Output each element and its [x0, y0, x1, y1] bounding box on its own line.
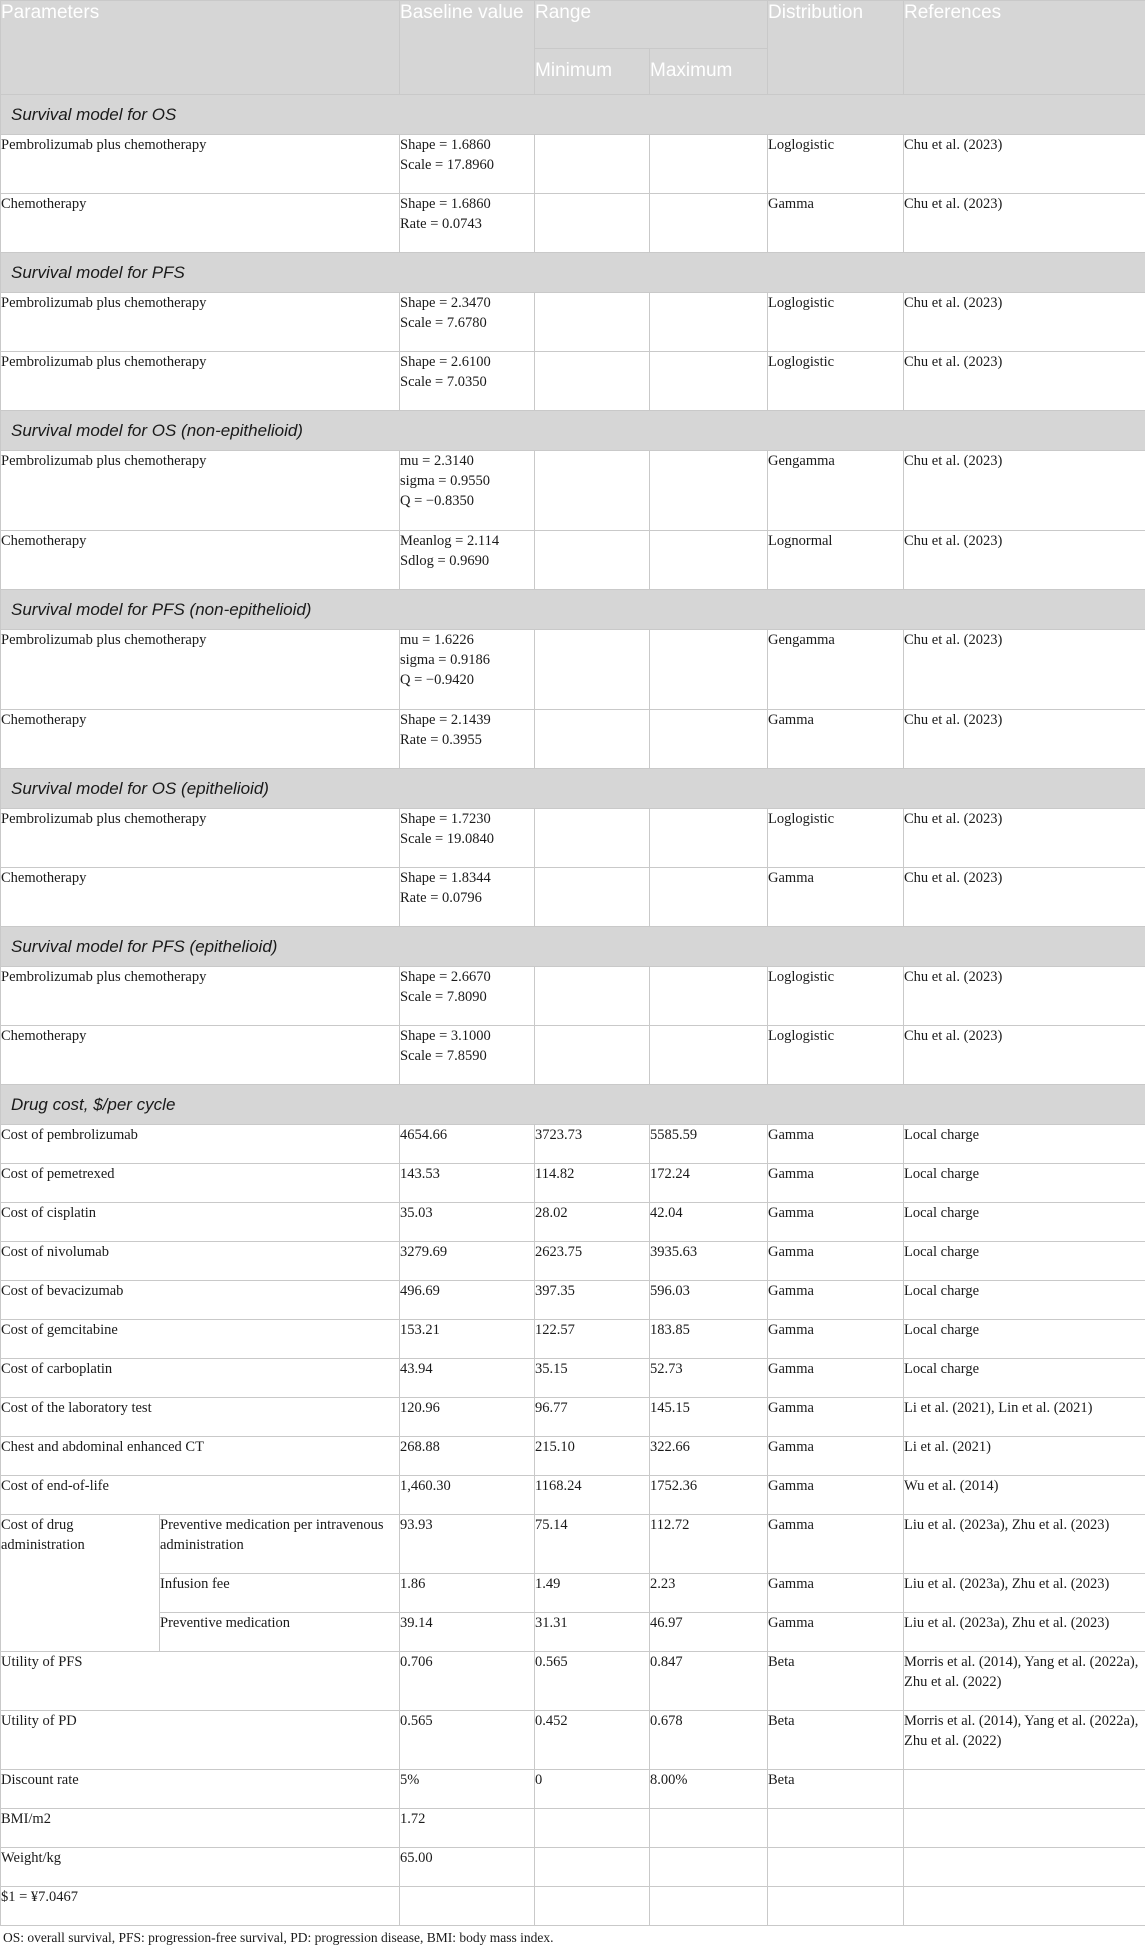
baseline-value: Shape = 2.3470 Scale = 7.6780: [400, 293, 535, 352]
reference-cell: [904, 1848, 1145, 1887]
reference-cell: Local charge: [904, 1281, 1145, 1320]
range-minimum: 397.35: [535, 1281, 650, 1320]
reference-cell: Chu et al. (2023): [904, 868, 1145, 927]
header-maximum: Maximum: [650, 49, 768, 95]
range-maximum: [650, 868, 768, 927]
table-row: [1, 1574, 1145, 1613]
parameter-label: Cost of carboplatin: [1, 1359, 400, 1398]
parameter-label: Pembrolizumab plus chemotherapy: [1, 293, 400, 352]
distribution-cell: Gamma: [768, 710, 904, 769]
parameter-label: Cost of nivolumab: [1, 1242, 400, 1281]
reference-cell: Chu et al. (2023): [904, 293, 1145, 352]
parameter-label: Cost of bevacizumab: [1, 1281, 400, 1320]
table-row: [1, 135, 1145, 194]
section-title: Survival model for PFS (epithelioid): [1, 927, 1145, 967]
range-minimum: [535, 451, 650, 531]
range-maximum: 8.00%: [650, 1770, 768, 1809]
distribution-cell: Gamma: [768, 1203, 904, 1242]
range-minimum: [535, 967, 650, 1026]
table-row: [1, 1398, 1145, 1437]
range-maximum: 3935.63: [650, 1242, 768, 1281]
distribution-cell: Gamma: [768, 1359, 904, 1398]
distribution-cell: Gamma: [768, 1613, 904, 1652]
distribution-cell: [768, 1848, 904, 1887]
baseline-value: 1.72: [400, 1809, 535, 1848]
parameter-label: Chemotherapy: [1, 868, 400, 927]
reference-cell: Chu et al. (2023): [904, 710, 1145, 769]
baseline-value: 143.53: [400, 1164, 535, 1203]
range-minimum: 215.10: [535, 1437, 650, 1476]
header-distribution: Distribution: [768, 1, 904, 95]
baseline-value: 93.93: [400, 1515, 535, 1574]
parameter-label: Pembrolizumab plus chemotherapy: [1, 451, 400, 531]
range-maximum: [650, 352, 768, 411]
baseline-value: Shape = 1.6860 Scale = 17.8960: [400, 135, 535, 194]
baseline-value: Shape = 3.1000 Scale = 7.8590: [400, 1026, 535, 1085]
reference-cell: Local charge: [904, 1320, 1145, 1359]
range-minimum: 1.49: [535, 1574, 650, 1613]
distribution-cell: Beta: [768, 1652, 904, 1711]
baseline-value: 5%: [400, 1770, 535, 1809]
range-maximum: [650, 809, 768, 868]
baseline-value: Meanlog = 2.114 Sdlog = 0.9690: [400, 531, 535, 590]
range-minimum: 0: [535, 1770, 650, 1809]
range-maximum: 5585.59: [650, 1125, 768, 1164]
table-row: [1, 1515, 1145, 1574]
range-maximum: 596.03: [650, 1281, 768, 1320]
baseline-value: 4654.66: [400, 1125, 535, 1164]
table-footnote: OS: overall survival, PFS: progression-free survival, PD: progression disease, BMI: body mass index.: [3, 1930, 554, 1945]
parameter-label: $1 = ¥7.0467: [1, 1887, 400, 1926]
distribution-cell: Loglogistic: [768, 967, 904, 1026]
table-row: [1, 451, 1145, 531]
range-maximum: 183.85: [650, 1320, 768, 1359]
table-row: [1, 1359, 1145, 1398]
range-maximum: 112.72: [650, 1515, 768, 1574]
header-range: Range: [535, 1, 768, 49]
table-row: [1, 967, 1145, 1026]
baseline-value: Shape = 2.6100 Scale = 7.0350: [400, 352, 535, 411]
distribution-cell: Gamma: [768, 868, 904, 927]
baseline-value: 153.21: [400, 1320, 535, 1359]
reference-cell: Morris et al. (2014), Yang et al. (2022a), Zhu et al. (2022): [904, 1711, 1145, 1770]
distribution-cell: Loglogistic: [768, 352, 904, 411]
range-minimum: [535, 531, 650, 590]
reference-cell: Local charge: [904, 1125, 1145, 1164]
baseline-value: Shape = 2.1439 Rate = 0.3955: [400, 710, 535, 769]
range-minimum: 96.77: [535, 1398, 650, 1437]
reference-cell: Local charge: [904, 1203, 1145, 1242]
baseline-value: [400, 1887, 535, 1926]
distribution-cell: Loglogistic: [768, 293, 904, 352]
baseline-value: 496.69: [400, 1281, 535, 1320]
distribution-cell: Gamma: [768, 1125, 904, 1164]
table-row: [1, 1809, 1145, 1848]
reference-cell: [904, 1887, 1145, 1926]
range-minimum: 0.452: [535, 1711, 650, 1770]
distribution-cell: Loglogistic: [768, 1026, 904, 1085]
distribution-cell: Lognormal: [768, 531, 904, 590]
reference-cell: Local charge: [904, 1359, 1145, 1398]
section-title: Survival model for OS (epithelioid): [1, 769, 1145, 809]
section-header-row: [1, 927, 1145, 967]
range-minimum: [535, 630, 650, 710]
baseline-value: 0.565: [400, 1711, 535, 1770]
range-minimum: [535, 809, 650, 868]
reference-cell: [904, 1809, 1145, 1848]
parameter-label: Pembrolizumab plus chemotherapy: [1, 135, 400, 194]
distribution-cell: Gamma: [768, 1320, 904, 1359]
reference-cell: Chu et al. (2023): [904, 1026, 1145, 1085]
range-maximum: [650, 967, 768, 1026]
table-row: [1, 1887, 1145, 1926]
parameter-label: Chest and abdominal enhanced CT: [1, 1437, 400, 1476]
baseline-value: mu = 2.3140 sigma = 0.9550 Q = −0.8350: [400, 451, 535, 531]
range-maximum: [650, 1848, 768, 1887]
range-maximum: [650, 135, 768, 194]
parameter-label: Cost of cisplatin: [1, 1203, 400, 1242]
table-row: [1, 1164, 1145, 1203]
header-baseline: Baseline value: [400, 1, 535, 95]
range-minimum: 3723.73: [535, 1125, 650, 1164]
range-minimum: 122.57: [535, 1320, 650, 1359]
table-row: [1, 1613, 1145, 1652]
range-minimum: 114.82: [535, 1164, 650, 1203]
range-minimum: [535, 868, 650, 927]
range-maximum: [650, 531, 768, 590]
parameter-label: Cost of pemetrexed: [1, 1164, 400, 1203]
baseline-value: Shape = 1.7230 Scale = 19.0840: [400, 809, 535, 868]
baseline-value: 43.94: [400, 1359, 535, 1398]
range-maximum: 46.97: [650, 1613, 768, 1652]
section-header-row: [1, 590, 1145, 630]
section-title: Survival model for OS: [1, 95, 1145, 135]
table-row: [1, 1652, 1145, 1711]
distribution-cell: Loglogistic: [768, 135, 904, 194]
baseline-value: 268.88: [400, 1437, 535, 1476]
parameter-label: Pembrolizumab plus chemotherapy: [1, 352, 400, 411]
baseline-value: 39.14: [400, 1613, 535, 1652]
reference-cell: Local charge: [904, 1242, 1145, 1281]
table-row: [1, 194, 1145, 253]
header-parameters: Parameters: [1, 1, 400, 95]
distribution-cell: Gamma: [768, 1242, 904, 1281]
parameter-label: Chemotherapy: [1, 194, 400, 253]
baseline-value: Shape = 1.6860 Rate = 0.0743: [400, 194, 535, 253]
reference-cell: Morris et al. (2014), Yang et al. (2022a), Zhu et al. (2022): [904, 1652, 1145, 1711]
distribution-cell: Gamma: [768, 1398, 904, 1437]
parameter-label: Cost of end-of-life: [1, 1476, 400, 1515]
range-maximum: 52.73: [650, 1359, 768, 1398]
reference-cell: Wu et al. (2014): [904, 1476, 1145, 1515]
parameter-label: Pembrolizumab plus chemotherapy: [1, 809, 400, 868]
table-row: [1, 809, 1145, 868]
baseline-value: mu = 1.6226 sigma = 0.9186 Q = −0.9420: [400, 630, 535, 710]
range-maximum: 2.23: [650, 1574, 768, 1613]
distribution-cell: Gamma: [768, 1164, 904, 1203]
table-row: [1, 1770, 1145, 1809]
range-maximum: 1752.36: [650, 1476, 768, 1515]
parameter-label: BMI/m2: [1, 1809, 400, 1848]
table-row: [1, 1242, 1145, 1281]
table-row: [1, 1437, 1145, 1476]
table-row: [1, 1125, 1145, 1164]
distribution-cell: Gamma: [768, 1281, 904, 1320]
range-maximum: [650, 293, 768, 352]
range-minimum: [535, 1848, 650, 1887]
parameter-label: Pembrolizumab plus chemotherapy: [1, 967, 400, 1026]
section-header-row: [1, 769, 1145, 809]
range-minimum: 31.31: [535, 1613, 650, 1652]
distribution-cell: Gengamma: [768, 630, 904, 710]
section-title: Survival model for OS (non-epithelioid): [1, 411, 1145, 451]
reference-cell: Chu et al. (2023): [904, 135, 1145, 194]
distribution-cell: Beta: [768, 1711, 904, 1770]
range-maximum: 42.04: [650, 1203, 768, 1242]
table-row: [1, 868, 1145, 927]
reference-cell: Liu et al. (2023a), Zhu et al. (2023): [904, 1515, 1145, 1574]
reference-cell: Local charge: [904, 1164, 1145, 1203]
section-title: Drug cost, $/per cycle: [1, 1085, 1145, 1125]
range-maximum: 145.15: [650, 1398, 768, 1437]
parameter-label: Chemotherapy: [1, 710, 400, 769]
range-maximum: [650, 710, 768, 769]
range-minimum: 2623.75: [535, 1242, 650, 1281]
table-body: [1, 95, 1145, 1926]
table-row: [1, 1711, 1145, 1770]
range-minimum: [535, 1809, 650, 1848]
reference-cell: Chu et al. (2023): [904, 809, 1145, 868]
table-row: [1, 1476, 1145, 1515]
distribution-cell: [768, 1887, 904, 1926]
distribution-cell: Gengamma: [768, 451, 904, 531]
table-row: [1, 710, 1145, 769]
section-header-row: [1, 411, 1145, 451]
reference-cell: Chu et al. (2023): [904, 451, 1145, 531]
distribution-cell: Gamma: [768, 1476, 904, 1515]
range-maximum: 0.847: [650, 1652, 768, 1711]
range-minimum: 28.02: [535, 1203, 650, 1242]
section-title: Survival model for PFS (non-epithelioid): [1, 590, 1145, 630]
range-minimum: [535, 1887, 650, 1926]
distribution-cell: Gamma: [768, 194, 904, 253]
section-title: Survival model for PFS: [1, 253, 1145, 293]
range-maximum: [650, 451, 768, 531]
distribution-cell: Beta: [768, 1770, 904, 1809]
parameter-label: Cost of gemcitabine: [1, 1320, 400, 1359]
table-row: [1, 531, 1145, 590]
reference-cell: Chu et al. (2023): [904, 194, 1145, 253]
range-minimum: 0.565: [535, 1652, 650, 1711]
header-references: References: [904, 1, 1145, 95]
range-maximum: [650, 194, 768, 253]
parameter-label: Cost of pembrolizumab: [1, 1125, 400, 1164]
baseline-value: Shape = 1.8344 Rate = 0.0796: [400, 868, 535, 927]
baseline-value: 65.00: [400, 1848, 535, 1887]
range-minimum: [535, 293, 650, 352]
table-row: [1, 1848, 1145, 1887]
range-minimum: 35.15: [535, 1359, 650, 1398]
reference-cell: Chu et al. (2023): [904, 967, 1145, 1026]
range-minimum: [535, 194, 650, 253]
range-minimum: 75.14: [535, 1515, 650, 1574]
parameter-label: Utility of PFS: [1, 1652, 400, 1711]
table-row: [1, 630, 1145, 710]
table-row: [1, 1281, 1145, 1320]
reference-cell: Li et al. (2021), Lin et al. (2021): [904, 1398, 1145, 1437]
reference-cell: Chu et al. (2023): [904, 531, 1145, 590]
distribution-cell: Gamma: [768, 1574, 904, 1613]
sub-parameter-label: Preventive medication per intravenous administration: [160, 1515, 400, 1574]
range-maximum: [650, 1809, 768, 1848]
parameter-label: Chemotherapy: [1, 531, 400, 590]
sub-parameter-label: Preventive medication: [160, 1613, 400, 1652]
section-header-row: [1, 95, 1145, 135]
section-header-row: [1, 253, 1145, 293]
reference-cell: Liu et al. (2023a), Zhu et al. (2023): [904, 1613, 1145, 1652]
baseline-value: 35.03: [400, 1203, 535, 1242]
range-maximum: [650, 1887, 768, 1926]
range-minimum: [535, 1026, 650, 1085]
reference-cell: Chu et al. (2023): [904, 352, 1145, 411]
reference-cell: Liu et al. (2023a), Zhu et al. (2023): [904, 1574, 1145, 1613]
table-row: [1, 1203, 1145, 1242]
section-header-row: [1, 1085, 1145, 1125]
baseline-value: Shape = 2.6670 Scale = 7.8090: [400, 967, 535, 1026]
distribution-cell: Loglogistic: [768, 809, 904, 868]
range-minimum: 1168.24: [535, 1476, 650, 1515]
range-maximum: 322.66: [650, 1437, 768, 1476]
range-maximum: [650, 1026, 768, 1085]
reference-cell: Li et al. (2021): [904, 1437, 1145, 1476]
table-row: [1, 293, 1145, 352]
range-minimum: [535, 352, 650, 411]
table-row: [1, 352, 1145, 411]
baseline-value: 1,460.30: [400, 1476, 535, 1515]
baseline-value: 120.96: [400, 1398, 535, 1437]
distribution-cell: Gamma: [768, 1437, 904, 1476]
range-minimum: [535, 135, 650, 194]
sub-parameter-label: Infusion fee: [160, 1574, 400, 1613]
baseline-value: 0.706: [400, 1652, 535, 1711]
reference-cell: [904, 1770, 1145, 1809]
table-row: [1, 1026, 1145, 1085]
parameter-label: Discount rate: [1, 1770, 400, 1809]
range-maximum: [650, 630, 768, 710]
parameter-label: Utility of PD: [1, 1711, 400, 1770]
range-minimum: [535, 710, 650, 769]
table-row: [1, 1320, 1145, 1359]
parameter-label: Pembrolizumab plus chemotherapy: [1, 630, 400, 710]
parameter-label: Cost of the laboratory test: [1, 1398, 400, 1437]
distribution-cell: [768, 1809, 904, 1848]
baseline-value: 3279.69: [400, 1242, 535, 1281]
parameter-label: Chemotherapy: [1, 1026, 400, 1085]
group-label: Cost of drug administration: [1, 1515, 160, 1652]
header-minimum: Minimum: [535, 49, 650, 95]
range-maximum: 0.678: [650, 1711, 768, 1770]
distribution-cell: Gamma: [768, 1515, 904, 1574]
parameter-label: Weight/kg: [1, 1848, 400, 1887]
baseline-value: 1.86: [400, 1574, 535, 1613]
range-maximum: 172.24: [650, 1164, 768, 1203]
reference-cell: Chu et al. (2023): [904, 630, 1145, 710]
